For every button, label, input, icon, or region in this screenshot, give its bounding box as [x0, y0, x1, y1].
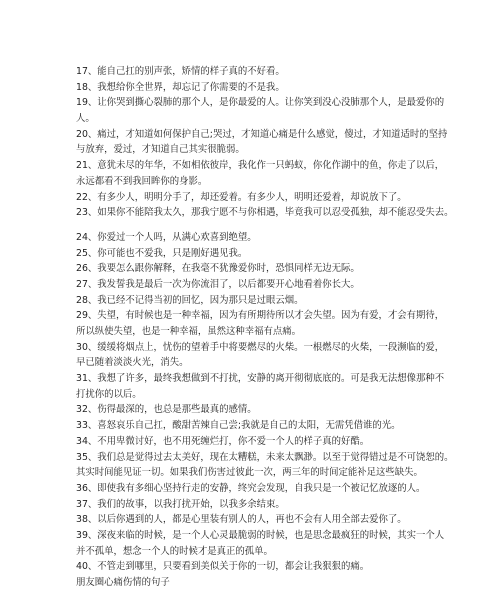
text-line: 18、我想给你全世界，却忘记了你需要的不是我。	[76, 81, 285, 93]
text-line: 35、我们总是觉得过去太美好，现在太糟糕，未来太飘渺。以至于觉得错过是不可饶恕的。	[76, 451, 454, 463]
text-line: 17、能自己扛的别声张，矫情的样子真的不好看。	[76, 66, 285, 77]
text-line: 早已随着淡淡火光，消失。	[76, 357, 189, 369]
text-line: 24、你爱过一个人吗，从满心欢喜到绝望。	[76, 231, 257, 243]
text-line: 34、不用卑微讨好，也不用死缠烂打，你不爱一个人的样子真的好酷。	[76, 435, 370, 447]
text-line: 26、我要怎么跟你解释，在我毫不犹豫爱你时，恐惧同样无边无际。	[76, 263, 360, 275]
text-line: 25、你可能也不爱我，只是刚好遇见我。	[76, 247, 248, 259]
paragraph-gap	[76, 221, 472, 230]
text-line: 28、我已经不记得当初的回忆，因为那只是过眼云烟。	[76, 294, 304, 306]
text-line: 36、即使我有多细心坚持行走的安静，终究会发现，自我只是一个被记忆放逐的人。	[76, 482, 426, 494]
text-line: 22、有多少人，明明分手了，却还爱着。有多少人，明明还爱着，却说放下了。	[76, 191, 407, 203]
text-line: 20、痛过，才知道如何保护自己;哭过，才知道心痛是什么感觉，傻过，才知道适时的坚持	[76, 128, 448, 140]
text-line: 21、意犹未尽的年华，不如相依彼岸，我化作一只蚂蚁，你化作湖中的鱼，你走了以后，	[76, 160, 445, 172]
text-line: 32、伤得最深的，也总是那些最真的感情。	[76, 404, 257, 416]
text-line: 永远都看不到我回眸你的身影。	[76, 175, 208, 187]
text-line: 29、失望，有时候也是一种幸福，因为有所期待所以才会失望。因为有爱，才会有期待，	[76, 310, 445, 322]
quote-block-2	[76, 230, 472, 591]
text-line: 人。	[76, 113, 95, 125]
quote-block-1	[76, 64, 472, 221]
text-line: 39、深夜来临的时候，是一个人心灵最脆弱的时候，也是思念最疯狂的时候，其实一个人	[76, 529, 445, 541]
text-line: 30、缓缓将烟点上，忧伤的望着手中将要燃尽的火柴。一根燃尽的火柴，一段濒临的爱，	[76, 341, 445, 353]
text-line: 打扰你的以后。	[76, 388, 142, 400]
text-line: 朋友圈心痛伤情的句子	[76, 577, 170, 588]
text-line: 40、不管走到哪里，只要看到美似关于你的一切，都会让我狠狠的痛。	[76, 561, 370, 573]
text-line: 所以纵使失望，也是一种幸福，虽然这种幸福有点痛。	[76, 326, 302, 337]
text-line: 27、我发誓我是最后一次为你流泪了，以后都要开心地看着你长大。	[76, 278, 360, 290]
text-line: 37、我们的故事，以我打扰开始，以我多余结束。	[76, 498, 285, 510]
text-line: 19、让你哭到撕心裂肺的那个人，是你最爱的人。让你笑到没心没肺那个人，是最爱你的	[76, 97, 445, 109]
text-line: 23、如果你不能陪我太久，那我宁愿不与你相遇，毕竟我可以忍受孤独，却不能忍受失去。	[76, 207, 454, 219]
text-line: 31、我想了许多，最终我想做到不打扰，安静的离开彻彻底底的。可是我无法想像那种不	[76, 373, 445, 385]
text-line: 38、以后你遇到的人，都是心里装有别人的人，再也不会有人用全部去爱你了。	[76, 514, 407, 526]
text-line: 33、喜怒哀乐自己扛，酸甜苦辣自己尝;我就是自己的太阳，无需凭借谁的光。	[76, 420, 401, 432]
document-body	[76, 64, 472, 591]
text-line: 与放弃，爱过，才知道自己其实很脆弱。	[76, 144, 245, 156]
text-line: 并不孤单，想念一个人的时候才是真正的孤单。	[76, 545, 273, 557]
text-line: 其实时间能见证一切。如果我们伤害过彼此一次，两三年的时间定能补足这些缺失。	[76, 467, 423, 479]
